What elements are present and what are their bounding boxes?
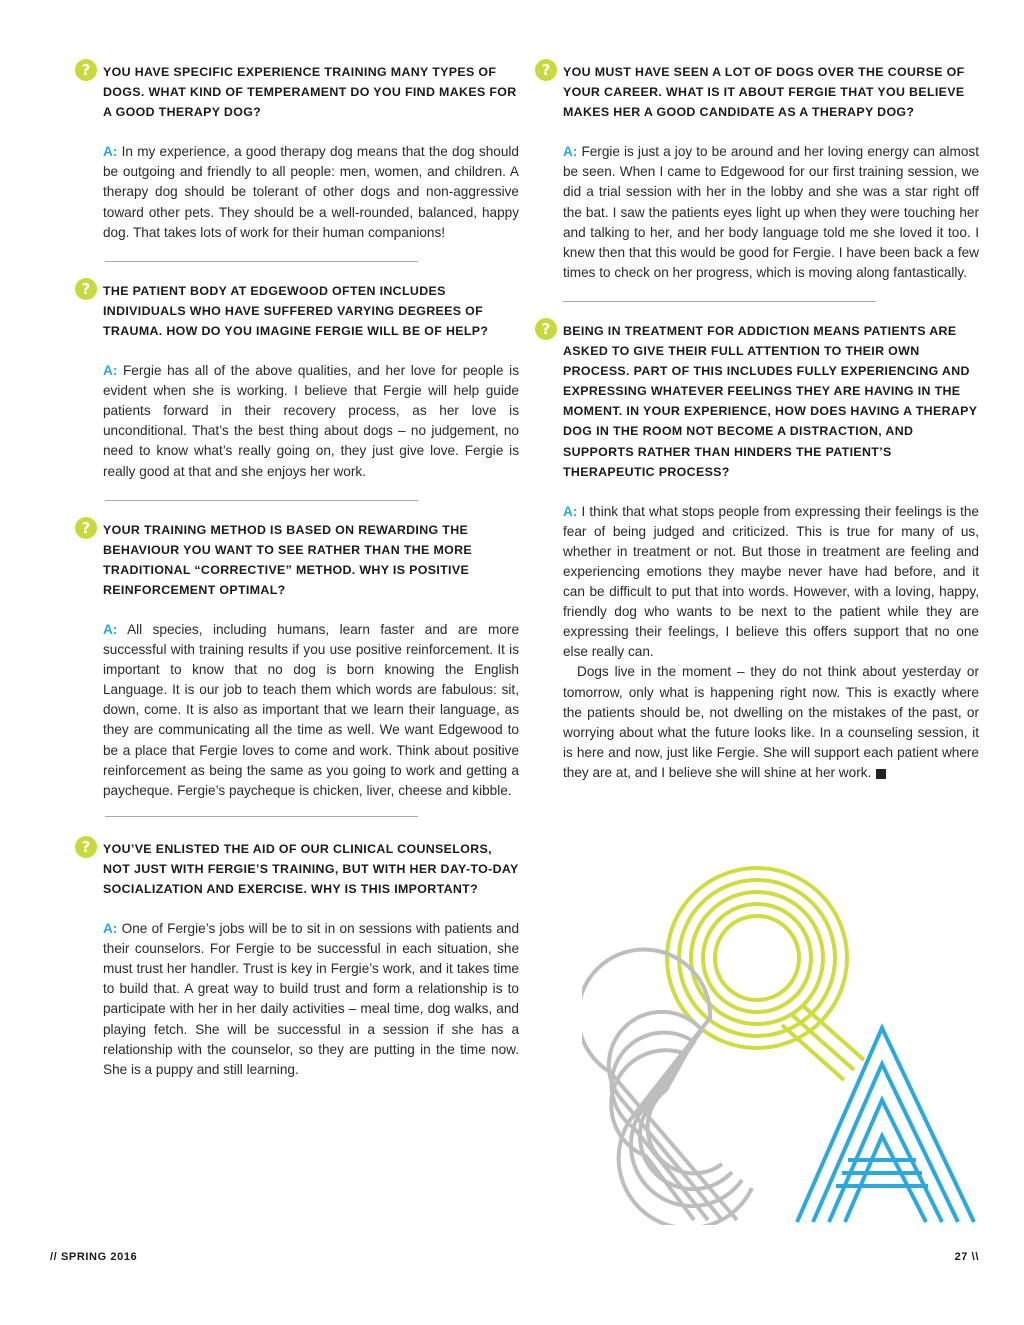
- question-mark-icon: ?: [535, 318, 557, 340]
- left-column: [81, 61, 520, 1080]
- answer-label: A:: [563, 503, 578, 519]
- answer-text: [563, 502, 979, 663]
- divider: [105, 816, 418, 817]
- answer-body: Fergie is just a joy to be around and her loving energy can almost be seen. When I came to Edgewood for our first training session, we did a trial session with her in the lobby and she was a star right off the bat. I saw the patients eyes light up when they were touching her and talking to her, and her body language told me she loved it too. I knew then that this would be good for Fergie. I have been back a few times to check on her progress, which is moving along fantastically.: [563, 144, 979, 280]
- question-text: YOU MUST HAVE SEEN A LOT OF DOGS OVER THE COURSE OF YOUR CAREER. WHAT IS IT ABOUT FERGIE THAT YOU BELIEVE MAKES HER A GOOD CANDIDATE AS A THERAPY DOG?: [563, 65, 965, 120]
- answer-body: One of Fergie’s jobs will be to sit in on sessions with patients and their counselors. For Fergie to be successful in each situation, she must trust her handler. Trust is key in Fergie’s work, and it takes time to build that. A great way to build trust and form a relationship is to participate with her in her daily activities – meal time, dog walks, and playing fetch. She will be successful in a session if she has a relationship with the counselor, so they are putting in the time now. She is a puppy and still learning.: [103, 921, 520, 1077]
- qa-item: [81, 279, 519, 482]
- answer-text: [103, 142, 519, 242]
- question-mark-icon: ?: [75, 517, 97, 539]
- footer-page-number: 27 \\: [954, 1251, 979, 1263]
- question-mark-icon: ?: [75, 278, 97, 300]
- qa-item: [81, 837, 520, 1080]
- answer-text-continued: [563, 662, 979, 783]
- answer-label: A:: [103, 921, 118, 937]
- question-text: THE PATIENT BODY AT EDGEWOOD OFTEN INCLUDES INDIVIDUALS WHO HAVE SUFFERED VARYING DEGREES OF TRAUMA. HOW DO YOU IMAGINE FERGIE WILL BE OF HELP?: [103, 283, 489, 338]
- question-text: BEING IN TREATMENT FOR ADDICTION MEANS PATIENTS ARE ASKED TO GIVE THEIR FULL ATTENTION TO THEIR OWN PROCESS. PART OF THIS INCLUDES FULLY EXPERIENCING AND EXPRESSING WHATEVER FEELINGS THEY ARE HAVING IN THE MOMENT. IN YOUR EXPERIENCE, HOW DOES HAVING A THERAPY DOG IN THE ROOM NOT BECOME A DISTRACTION, AND SUPPORTS RATHER THAN HINDERS THE PATIENT’S THERAPEUTIC PROCESS?: [563, 323, 978, 479]
- right-column: [541, 61, 979, 783]
- answer-body: All species, including humans, learn faster and are more successful with training results if you use positive reinforcement. It is important to know that no dog is born knowing the English Language. It is our job to teach them which words are fabulous: sit, down, come. It is also as important that we learn their language, as they are communicating all the time as well. We want Edgewood to be a place that Fergie loves to come and work. Think about positive reinforcement as being the same as you going to work and getting a paycheque. Fergie’s paycheque is chicken, liver, cheese and kibble.: [103, 621, 520, 798]
- divider: [563, 301, 876, 302]
- answer-body: In my experience, a good therapy dog means that the dog should be outgoing and friendly to all people: men, women, and children. A therapy dog should be tolerant of other dogs and non-aggressive toward other pets. They should be a well-rounded, balanced, happy dog. That takes lots of work for their human companions!: [103, 144, 519, 240]
- qa-item: [81, 61, 519, 243]
- end-of-article-icon: P: [876, 769, 886, 779]
- question-mark-icon: ?: [535, 59, 557, 81]
- question-text: YOU HAVE SPECIFIC EXPERIENCE TRAINING MANY TYPES OF DOGS. WHAT KIND OF TEMPERAMENT DO YOU FIND MAKES FOR A GOOD THERAPY DOG?: [103, 65, 517, 120]
- answer-text: [103, 620, 519, 801]
- question-mark-icon: ?: [75, 59, 97, 81]
- footer-issue: // SPRING 2016: [50, 1251, 138, 1263]
- answer-body: Dogs live in the moment – they do not think about yesterday or tomorrow, only what is happening right now. This is exactly where the patients should be, not dwelling on the mistakes of the past, or worrying about what the future looks like. In a counseling session, it is here and now, just like Fergie. She will support each patient where they are at, and I believe she will shine at her work.: [563, 664, 979, 780]
- question-text: YOU’VE ENLISTED THE AID OF OUR CLINICAL COUNSELORS, NOT JUST WITH FERGIE’S TRAINING, BUT WITH HER DAY-TO-DAY SOCIALIZATION AND EXERCISE. WHY IS THIS IMPORTANT?: [103, 841, 519, 896]
- answer-label: A:: [103, 621, 118, 637]
- divider: [105, 261, 418, 262]
- answer-body: I think that what stops people from expressing their feelings is the fear of being judged and criticized. This is true for many of us, whether in treatment or not. But those in treatment are feeling and experiencing emotions they maybe never have had before, and it can be difficult to put that into words. However, with a loving, happy, friendly dog who wants to be next to the patient while they are expressing their feelings, I believe this offers support that no one else really can.: [563, 503, 979, 660]
- answer-label: A:: [103, 363, 118, 379]
- answer-label: A:: [563, 144, 578, 160]
- answer-body: Fergie has all of the above qualities, and her love for people is evident when she is working. I believe that Fergie will help guide patients forward in their recovery process, as her love is unconditional. That’s the best thing about dogs – no judgement, no need to know what’s really going on, they just give love. Fergie is really good at that and she enjoys her work.: [103, 363, 519, 479]
- divider: [105, 500, 418, 501]
- answer-label: A:: [103, 144, 118, 160]
- qa-item: [81, 518, 520, 801]
- answer-text: [103, 919, 519, 1080]
- answer-text: [103, 361, 519, 482]
- ampersand-graphic: [582, 949, 752, 1225]
- question-text: YOUR TRAINING METHOD IS BASED ON REWARDING THE BEHAVIOUR YOU WANT TO SEE RATHER THAN THE MORE TRADITIONAL “CORRECTIVE” METHOD. WHY IS POSITIVE REINFORCEMENT OPTIMAL?: [103, 522, 473, 597]
- qa-graphic: [582, 860, 982, 1225]
- answer-text: [563, 142, 979, 283]
- question-mark-icon: ?: [75, 836, 97, 858]
- a-letter-graphic: [797, 1028, 974, 1222]
- qa-item: [541, 61, 979, 283]
- qa-item: [541, 319, 979, 783]
